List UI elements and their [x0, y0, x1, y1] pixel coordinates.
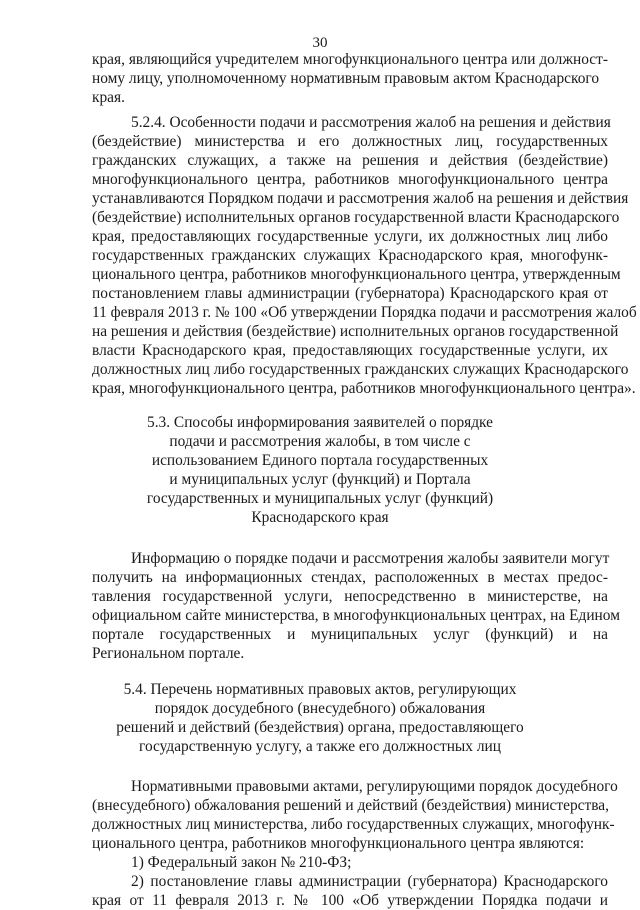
text-line: 5.2.4. Особенности подачи и рассмотрения жалоб на решения и действия — [131, 114, 611, 131]
text-line: официальном сайте министерства, в многофункциональных центрах, на Едином — [92, 607, 620, 624]
text-line: тавления государственной услуги, непосредственно в министерстве, на — [92, 588, 608, 605]
text-line: власти Краснодарского края, предоставляющих государственные услуги, их — [92, 342, 608, 359]
text-line: должностных лиц министерства, либо государственных служащих, многофунк- — [92, 816, 615, 833]
section-heading-line: порядок досудебного (внесудебного) обжалования — [154, 700, 486, 717]
text-line: 11 февраля 2013 г. № 100 «Об утверждении Порядка подачи и рассмотрения жалоб — [92, 304, 637, 321]
section-heading-line: решений и действий (бездействия) органа, предоставляющего — [116, 719, 524, 736]
text-line: многофункционального центра, работников многофункционального центра — [92, 171, 608, 188]
text-line: (внесудебного) обжалования решений и действий (бездействия) министерства, — [92, 797, 609, 814]
section-heading-line: подачи и рассмотрения жалобы, в том числе с — [169, 433, 471, 450]
text-line: государственных гражданских служащих Краснодарского края, многофунк- — [92, 247, 608, 264]
section-heading-line: государственных и муниципальных услуг (функций) — [146, 490, 494, 507]
text-line: Информацию о порядке подачи и рассмотрения жалобы заявители могут — [131, 550, 610, 567]
text-line: устанавливаются Порядком подачи и рассмотрения жалоб на решения и действия — [92, 190, 629, 207]
section-heading-line: 5.3. Способы информирования заявителей о порядке — [147, 414, 493, 431]
text-line: должностных лиц либо государственных гражданских служащих Краснодарского — [92, 361, 629, 378]
list-item: 2) постановление главы администрации (губернатора) Краснодарского — [131, 873, 608, 890]
text-line: края, многофункционального центра, работников многофункционального центра». — [92, 380, 636, 397]
text-line: Нормативными правовыми актами, регулирующими порядок досудебного — [131, 778, 618, 795]
section-heading-line: Краснодарского края — [251, 509, 389, 526]
text-line: на решения и действия (бездействие) исполнительных органов государственной — [92, 323, 619, 340]
text-line: ционального центра, работников многофункционального центра являются: — [92, 835, 585, 852]
text-line: постановлением главы администрации (губернатора) Краснодарского края от — [92, 285, 608, 302]
text-line: получить на информационных стендах, расположенных в местах предос- — [92, 569, 608, 586]
text-line: (бездействие) министерства и его должностных лиц, государственных — [92, 133, 608, 150]
page-number: 30 — [312, 35, 328, 51]
text-line: края, являющийся учредителем многофункционального центра или должност- — [92, 51, 608, 68]
section-heading-line: 5.4. Перечень нормативных правовых актов, регулирующих — [123, 681, 517, 698]
list-item: 1) Федеральный закон № 210-ФЗ; — [131, 854, 352, 871]
text-line: портале государственных и муниципальных услуг (функций) и на — [92, 626, 608, 643]
text-line: ному лицу, уполномоченному нормативным правовым актом Краснодарского — [92, 70, 600, 87]
text-line: края, предоставляющих государственные услуги, их должностных лиц либо — [92, 228, 608, 245]
text-line: гражданских служащих, а также на решения и действия (бездействие) — [92, 152, 608, 169]
text-line: ционального центра, работников многофункционального центра, утвержденным — [92, 266, 621, 283]
text-line: Региональном портале. — [92, 645, 245, 662]
text-line: края от 11 февраля 2013 г. № 100 «Об утверждении Порядка подачи и — [92, 892, 608, 909]
section-heading-line: использованием Единого портала государственных — [151, 452, 489, 469]
text-line: (бездействие) исполнительных органов государственной власти Краснодарского — [92, 209, 620, 226]
section-heading-line: государственную услугу, а также его должностных лиц — [139, 738, 501, 755]
section-heading-line: и муниципальных услуг (функций) и Портала — [169, 471, 471, 488]
text-line: края. — [92, 89, 125, 106]
